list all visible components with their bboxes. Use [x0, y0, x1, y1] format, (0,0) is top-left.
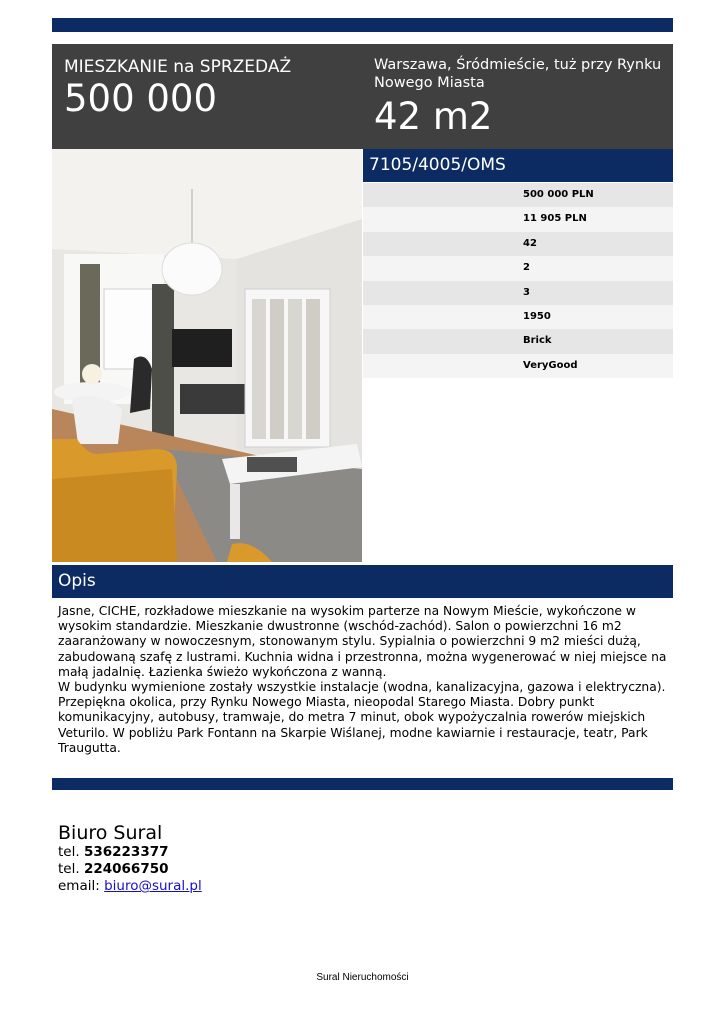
- description-text: [58, 604, 670, 756]
- detail-value-rooms: 2: [363, 256, 673, 280]
- email-label: email:: [58, 878, 100, 894]
- apartment-photo: [52, 149, 362, 562]
- tel-label: tel.: [58, 861, 80, 877]
- detail-value-price-per-m2: 11 905 PLN: [363, 207, 673, 231]
- email-link[interactable]: biuro@sural.pl: [104, 878, 202, 894]
- footer-text: Sural Nieruchomości: [316, 972, 409, 983]
- description-heading: Opis: [52, 565, 673, 598]
- offer-price: 500 000: [64, 77, 218, 120]
- detail-value-area: 42: [363, 232, 673, 256]
- phone-line-1: [58, 844, 202, 861]
- description-paragraph: W budynku wymienione zostały wszystkie instalacje (wodna, kanalizacyjna, gazowa i elektryczna). Przepiękna okolica, przy Rynku Nowego Miasta, nieopodal Starego Miasta. Dobry punkt komunikacyjny, autobusy, tramwaje, do metra 7 minut, obok wypożyczalnia rowerów miejskich Veturilo. W pobliżu Park Fontann na Skarpie Wiślanej, modne kawiarnie i restauracje, teatr, Park Traugutta.: [58, 680, 666, 755]
- contact-block: [58, 822, 202, 895]
- detail-value-year: 1950: [363, 305, 673, 329]
- listing-header: [52, 44, 673, 149]
- agency-name: Biuro Sural: [58, 822, 163, 844]
- top-divider-bar: [52, 18, 673, 32]
- offer-area: 42 m2: [374, 95, 493, 138]
- phone-line-2: [58, 861, 202, 878]
- phone-number-2: 224066750: [83, 861, 169, 877]
- details-table: [363, 183, 673, 378]
- description-paragraph: Jasne, CICHE, rozkładowe mieszkanie na wysokim parterze na Nowym Mieście, wykończone w wysokim standardzie. Mieszkanie dwustronne (wschód-zachód). Salon o powierzchni 16 m2 zaaranżowany w nowoczesnym, stonowanym stylu. Sypialnia o powierzchni 9 m2 mieści dużą, zabudowaną szafę z lustrami. Kuchnia widna i przestronna, można wygenerować w niej miejsce na małą jadalnię. Łazienka świeżo wykończona z wanną.: [58, 604, 667, 679]
- phone-number-1: 536223377: [83, 844, 169, 860]
- detail-value-condition: VeryGood: [363, 354, 673, 378]
- bottom-divider-bar: [52, 778, 673, 790]
- reference-number: 7105/4005/OMS: [363, 149, 673, 182]
- offer-location: Warszawa, Śródmieście, tuż przy Rynku Nowego Miasta: [374, 57, 662, 91]
- offer-type: MIESZKANIE na SPRZEDAŻ: [64, 57, 292, 77]
- detail-value-price: 500 000 PLN: [363, 183, 673, 207]
- email-line: [58, 878, 202, 895]
- tel-label: tel.: [58, 844, 80, 860]
- detail-value-floor: 3: [363, 281, 673, 305]
- detail-value-material: Brick: [363, 329, 673, 353]
